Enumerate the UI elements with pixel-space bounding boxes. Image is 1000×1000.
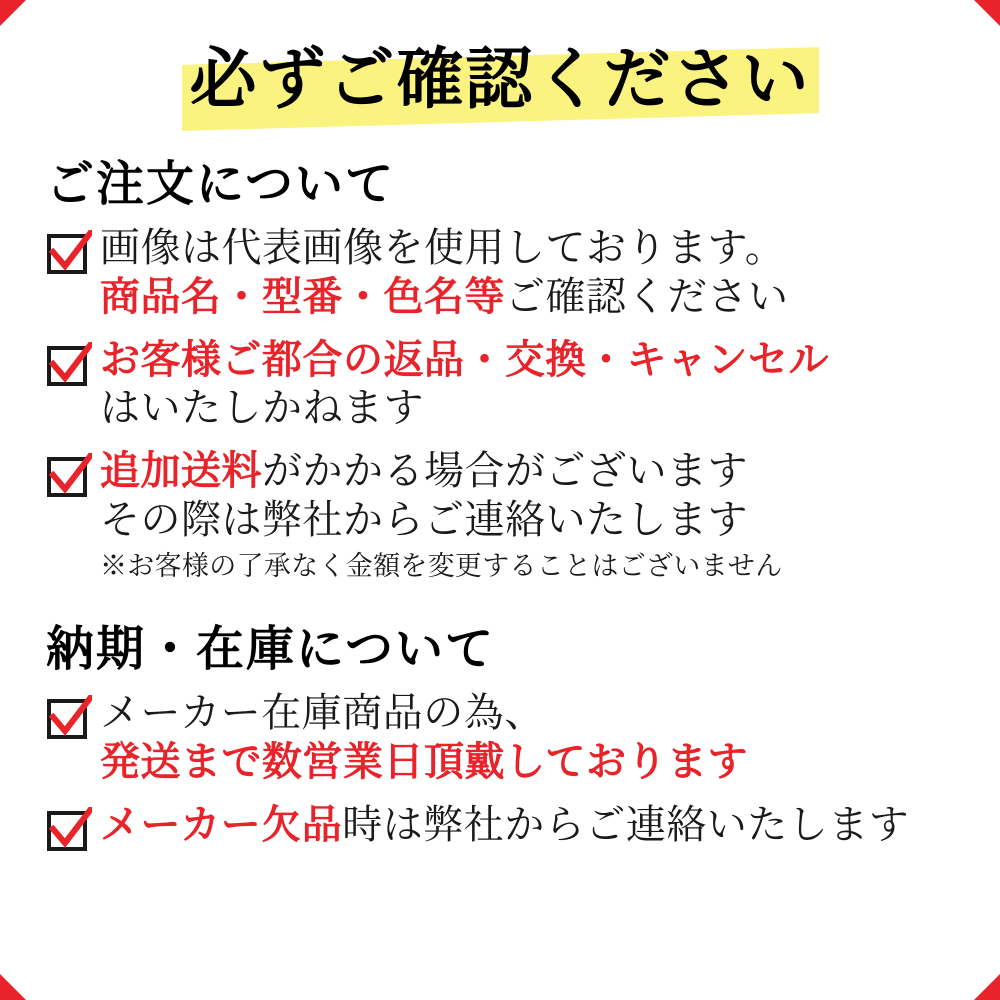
text-line xyxy=(100,273,960,322)
text-segment: がかかる場合がございます xyxy=(262,448,748,494)
section-heading-delivery: 納期・在庫について xyxy=(46,622,496,676)
text-segment-emphasis: 商品名・型番・色名等 xyxy=(100,273,505,319)
list-item-text xyxy=(100,336,960,434)
list-item-text xyxy=(100,689,960,787)
checkmark-icon xyxy=(46,807,92,853)
checkmark-icon xyxy=(46,342,92,388)
text-segment-emphasis: お客様ご都合の返品・交換・キャンセル xyxy=(100,336,829,382)
section-heading-order: ご注文について xyxy=(46,158,396,212)
list-item xyxy=(46,336,960,434)
text-segment-emphasis: 発送まで数営業日頂戴しております xyxy=(100,738,748,784)
list-item xyxy=(46,447,960,584)
list-item-text xyxy=(100,801,960,850)
text-line xyxy=(100,496,960,545)
text-line xyxy=(100,447,960,496)
section-delivery xyxy=(40,610,960,853)
text-segment: メーカー在庫商品の為、 xyxy=(100,689,545,735)
list-item-text xyxy=(100,447,960,584)
text-segment: はいたしかねます xyxy=(100,385,424,431)
text-segment-emphasis: 追加送料 xyxy=(100,448,262,494)
section-order xyxy=(40,145,960,584)
checkmark-icon xyxy=(46,230,92,276)
list-item-text xyxy=(100,224,960,322)
text-line xyxy=(100,224,960,273)
title-highlight xyxy=(180,42,821,119)
list-item xyxy=(46,689,960,787)
page-title xyxy=(40,42,960,119)
footnote: ※お客様の了承なく金額を変更することはございません xyxy=(100,550,783,581)
text-line xyxy=(100,738,960,787)
checkmark-icon xyxy=(46,695,92,741)
list-item xyxy=(46,224,960,322)
checkmark-icon xyxy=(46,453,92,499)
text-line xyxy=(100,384,960,433)
text-line xyxy=(100,801,960,850)
list-item xyxy=(46,801,960,853)
text-line xyxy=(100,689,960,738)
text-segment: ご確認ください xyxy=(505,273,789,319)
text-segment-emphasis: メーカー欠品 xyxy=(100,801,343,847)
text-segment: その際は弊社からご連絡いたします xyxy=(100,497,748,543)
text-segment: 画像は代表画像を使用しております。 xyxy=(100,225,786,271)
text-line xyxy=(100,336,960,385)
text-segment: 時は弊社からご連絡いたします xyxy=(342,801,910,847)
title-text: 必ずご確認ください xyxy=(189,43,811,117)
